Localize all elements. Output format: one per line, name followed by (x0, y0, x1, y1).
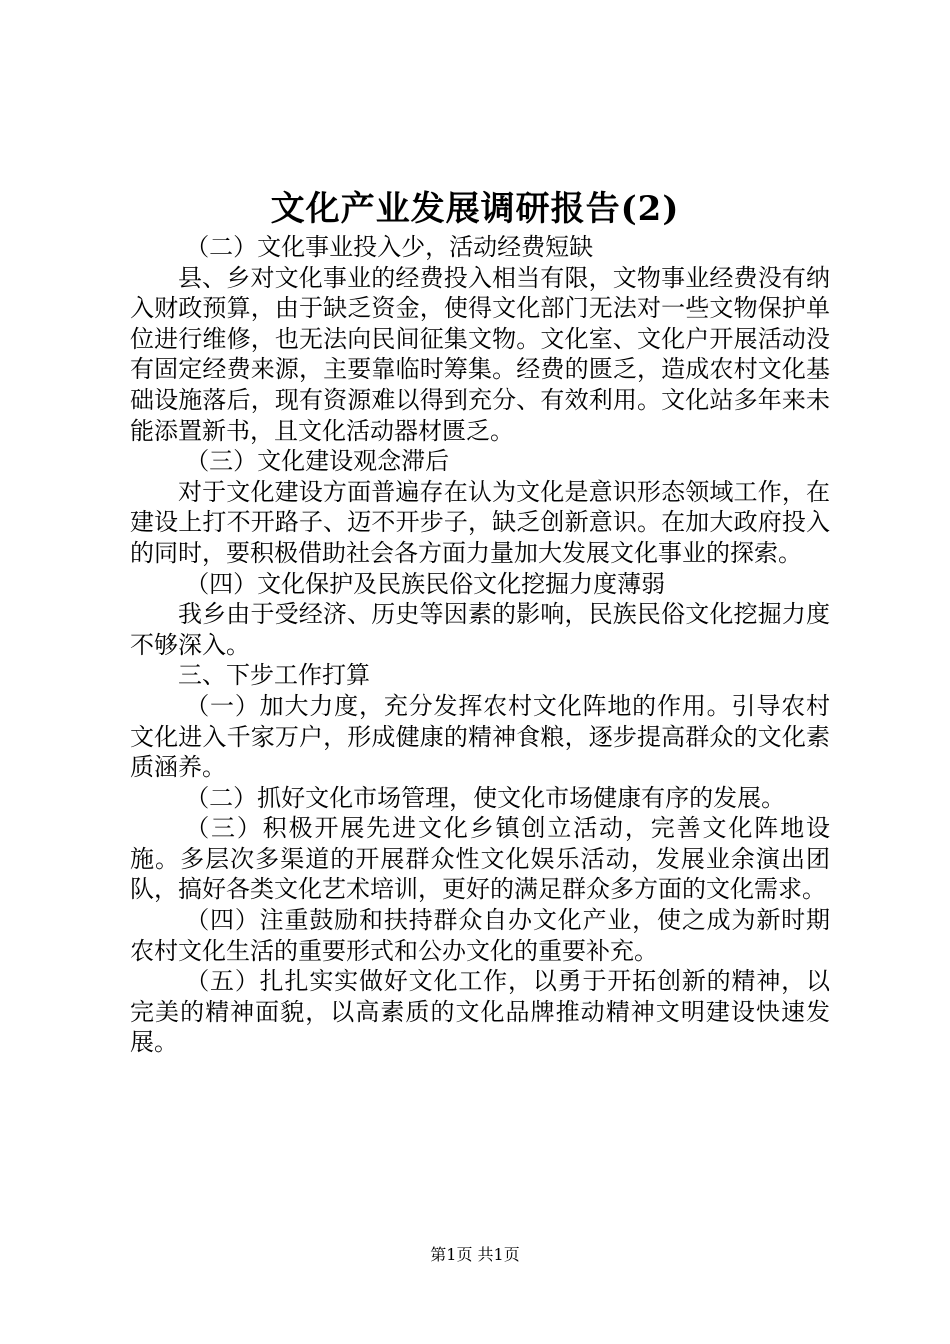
paragraph: 我乡由于受经济、历史等因素的影响，民族民俗文化挖掘力度不够深入。 (130, 600, 830, 659)
page-number: 第1页 共1页 (430, 1245, 520, 1264)
document-title: 文化产业发展调研报告(2) (270, 189, 680, 229)
plan-item-4: （四）注重鼓励和扶持群众自办文化产业，使之成为新时期农村文化生活的重要形式和公办文化的重要补充。 (130, 906, 830, 965)
plan-item-1: （一）加大力度，充分发挥农村文化阵地的作用。引导农村文化进入千家万户，形成健康的精神食粮，逐步提高群众的文化素质涵养。 (130, 691, 830, 782)
plan-item-3: （三）积极开展先进文化乡镇创立活动，完善文化阵地设施。多层次多渠道的开展群众性文化娱乐活动，发展业余演出团队，搞好各类文化艺术培训，更好的满足群众多方面的文化需求。 (130, 814, 830, 904)
plan-item-2: （二）抓好文化市场管理，使文化市场健康有序的发展。 (185, 783, 786, 812)
subheading-4: （四）文化保护及民族民俗文化挖掘力度薄弱 (185, 569, 666, 598)
subheading-3: （三）文化建设观念滞后 (185, 447, 450, 476)
document-body (130, 232, 830, 1058)
subheading-2: （二）文化事业投入少，活动经费短缺 (185, 233, 594, 261)
paragraph: 对于文化建设方面普遍存在认为文化是意识形态领域工作，在建设上打不开路子、迈不开步子，缺乏创新意识。在加大政府投入的同时，要积极借助社会各方面力量加大发展文化事业的探索。 (130, 477, 830, 567)
paragraph: 县、乡对文化事业的经费投入相当有限，文物事业经费没有纳入财政预算，由于缺乏资金，使得文化部门无法对一些文物保护单位进行维修，也无法向民间征集文物。文化室、文化户开展活动没有固定经费来源，主要靠临时筹集。经费的匮乏，造成农村文化基础设施落后，现有资源难以得到充分、有效利用。文化站多年来未能添置新书，且文化活动器材匮乏。 (130, 263, 830, 445)
plan-item-5: （五）扎扎实实做好文化工作，以勇于开拓创新的精神，以完美的精神面貌，以高素质的文化品牌推动精神文明建设快速发展。 (130, 967, 830, 1057)
section-heading-3: 三、下步工作打算 (178, 661, 370, 690)
